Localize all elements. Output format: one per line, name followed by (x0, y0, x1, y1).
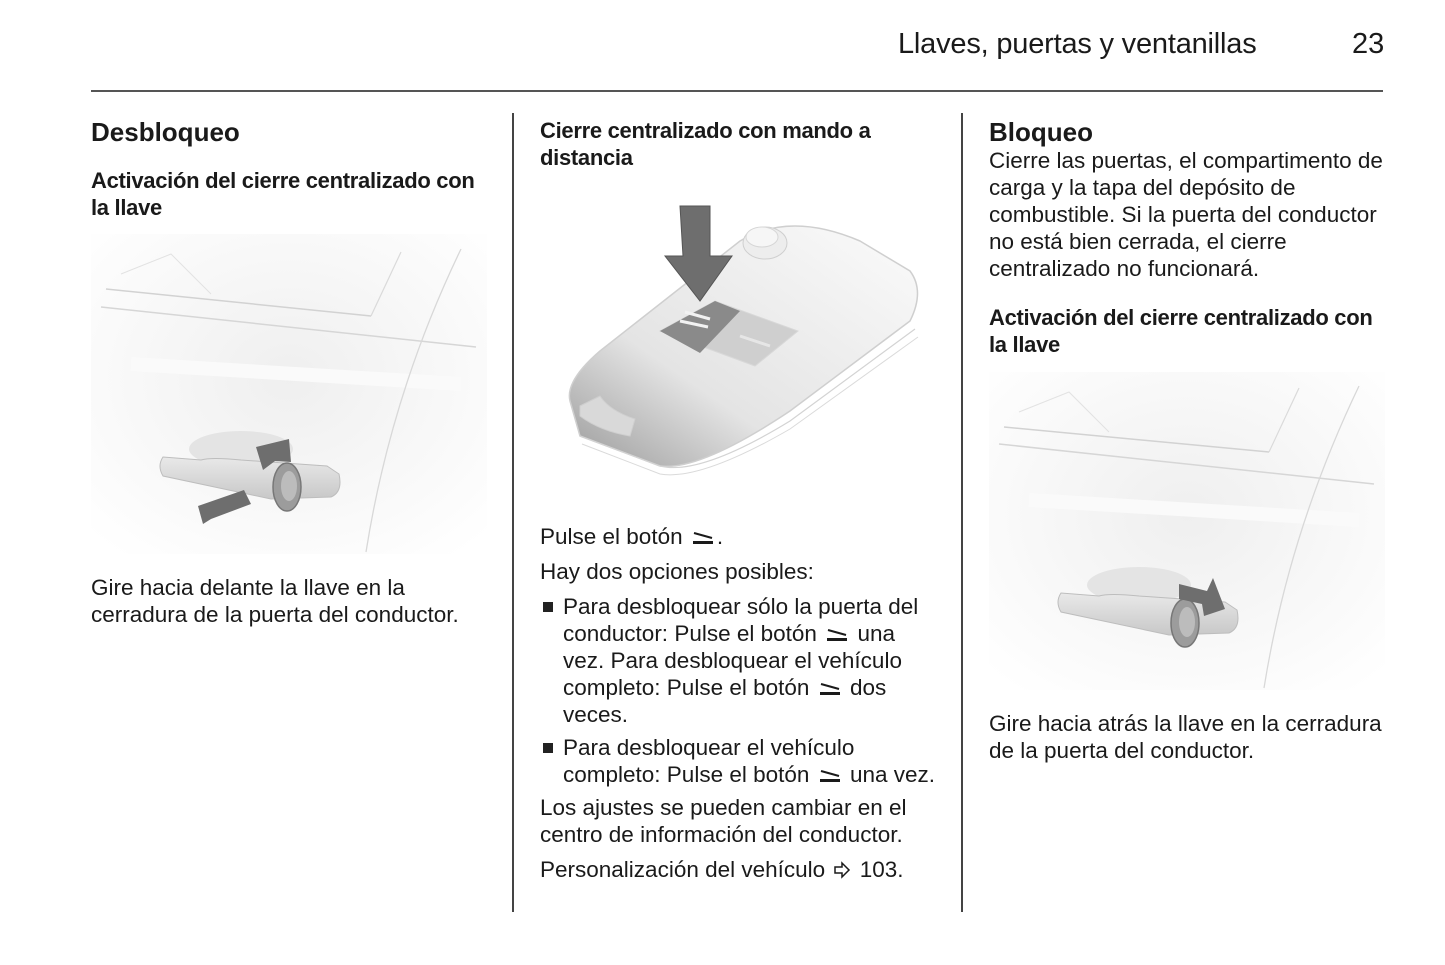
cross-reference[interactable]: Personalización del vehículo 103. (540, 857, 904, 882)
door-handle-illustration (989, 372, 1385, 690)
heading-bloqueo: Bloqueo (989, 117, 1093, 147)
options-intro: Hay dos opciones posibles: (540, 559, 814, 584)
lock-description: Cierre las puertas, el compartimento de carga y la tapa del depósito de combustible. Si la puerta del conductor no está bien cerrada, el cierre centralizado no funcionará. (989, 148, 1383, 281)
column-remote-control (540, 117, 936, 883)
unlock-button-icon (825, 628, 849, 642)
figure-door-handle-lock (989, 372, 1385, 690)
page-reference-arrow-icon (833, 861, 851, 879)
options-list (540, 593, 936, 788)
bullet-square-icon (543, 743, 553, 753)
subheading-key-activation-lock: Activación del cierre centralizado con la llave (989, 305, 1373, 357)
column-unlock-key (91, 117, 491, 628)
figure-door-handle-unlock (91, 234, 487, 554)
list-item-option-1: Para desbloquear sólo la puerta del conductor: Pulse el botón una vez. Para desbloquear el vehículo completo: Pulse el botón dos veces. (540, 593, 936, 728)
header-rule (91, 90, 1383, 92)
settings-note: Los ajustes se pueden cambiar en el centro de información del conductor. (540, 795, 907, 847)
unlock-button-icon (818, 682, 842, 696)
unlock-button-icon (818, 769, 842, 783)
column-lock (989, 117, 1385, 764)
unlock-button-icon (691, 531, 715, 545)
list-item-option-2: Para desbloquear el vehículo completo: Pulse el botón una vez. (540, 734, 936, 788)
section-title: Llaves, puertas y ventanillas (898, 28, 1257, 60)
key-fob-illustration (540, 181, 936, 501)
page-number: 23 (1352, 28, 1385, 60)
caption-unlock-key: Gire hacia delante la llave en la cerradura de la puerta del conductor. (91, 575, 459, 627)
instruction-press-button: Pulse el botón . (540, 524, 724, 549)
subheading-key-activation: Activación del cierre centralizado con la llave (91, 168, 475, 220)
bullet-square-icon (543, 602, 553, 612)
column-divider-2 (961, 113, 963, 912)
door-handle-illustration (91, 234, 487, 554)
caption-lock-key: Gire hacia atrás la llave en la cerradura de la puerta del conductor. (989, 711, 1382, 763)
heading-desbloqueo: Desbloqueo (91, 117, 240, 147)
figure-key-fob (540, 181, 936, 501)
reference-page[interactable]: 103. (859, 857, 904, 882)
subheading-remote-central-lock: Cierre centralizado con mando a distancia (540, 118, 871, 170)
column-divider-1 (512, 113, 514, 912)
